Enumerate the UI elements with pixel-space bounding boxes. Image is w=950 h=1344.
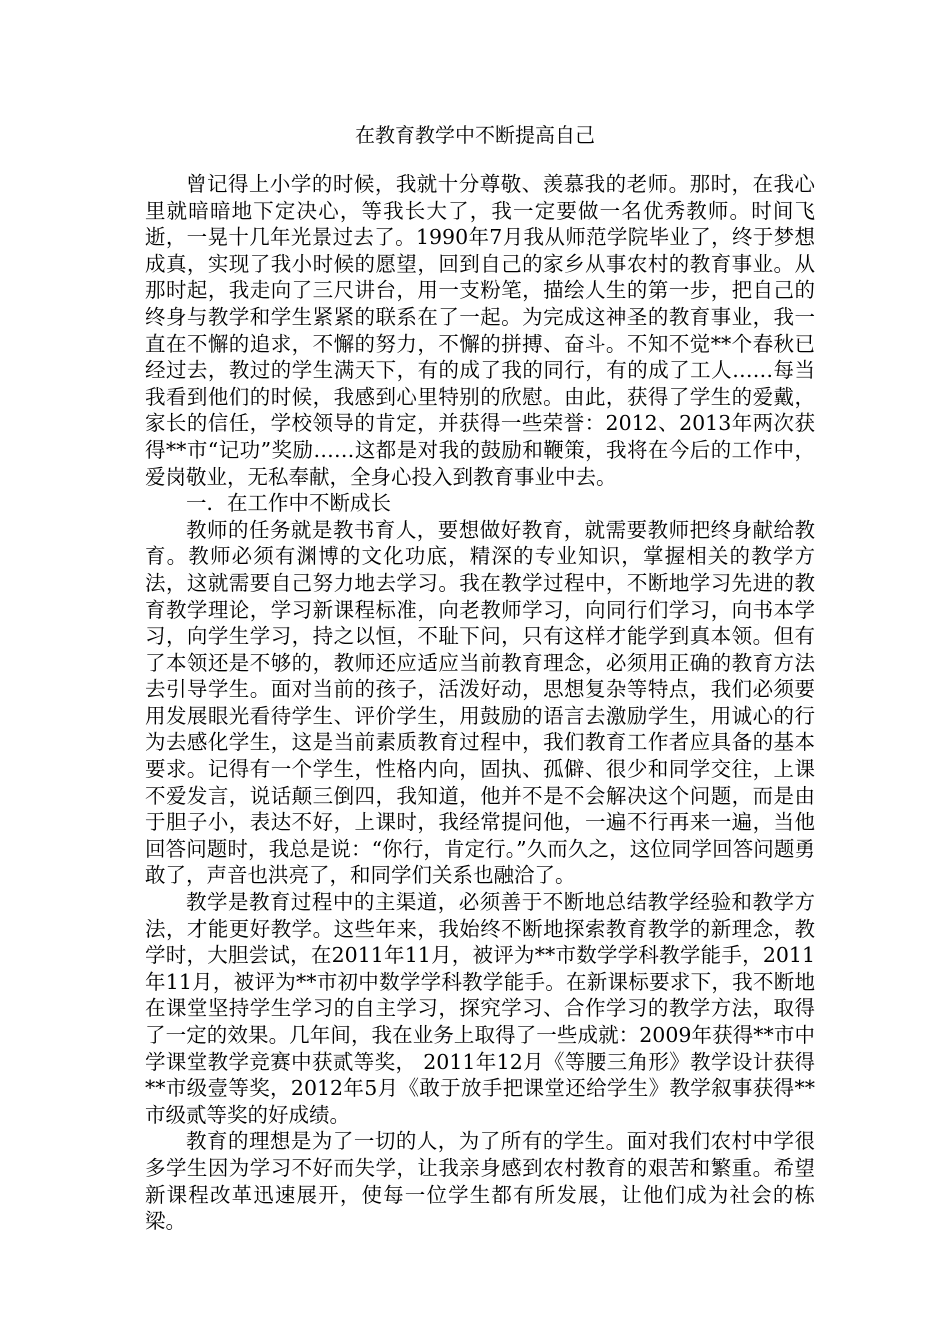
body-paragraph: 教学是教育过程中的主渠道，必须善于不断地总结教学经验和教学方法，才能更好教学。这些年来，我始终不断地探索教育教学的新理念，教学时，大胆尝试，在2011年11月，被评为**市数学学科教学能手，2011年11月，被评为**市初中数学学科教学能手。在新课标要求下，我不断地在课堂坚持学生学习的自主学习，探究学习、合作学习的教学方法，取得了一定的效果。几年间，我在业务上取得了一些成就：2009年获得**市中学课堂教学竞赛中获贰等奖， 2011年12月《等腰三角形》教学设计获得**市级壹等奖，2012年5月《敢于放手把课堂还给学生》教学叙事获得**市级贰等奖的好成绩。 xyxy=(145,890,815,1127)
intro-paragraph: 曾记得上小学的时候，我就十分尊敬、羡慕我的老师。那时，在我心里就暗暗地下定决心，等我长大了，我一定要做一名优秀教师。时间飞逝，一晃十几年光景过去了。1990年7月我从师范学院毕业了，终于梦想成真，实现了我小时候的愿望，回到自己的家乡从事农村的教育事业。从那时起，我走向了三尺讲台，用一支粉笔，描绘人生的第一步，把自己的终身与教学和学生紧紧的联系在了一起。为完成这神圣的教育事业，我一直在不懈的追求，不懈的努力，不懈的拼搏、奋斗。不知不觉**个春秋已经过去，教过的学生满天下，有的成了我的同行，有的成了工人……每当我看到他们的时候，我感到心里特别的欣慰。由此，获得了学生的爱戴，家长的信任，学校领导的肯定，并获得一些荣誉：2012、2013年两次获得**市“记功”奖励……这都是对我的鼓励和鞭策，我将在今后的工作中，爱岗敬业，无私奉献，全身心投入到教育事业中去。 xyxy=(145,172,815,489)
body-paragraph: 教师的任务就是教书育人，要想做好教育，就需要教师把终身献给教育。教师必须有渊博的文化功底，精深的专业知识，掌握相关的教学方法，这就需要自己努力地去学习。我在教学过程中，不断地学习先进的教育教学理论，学习新课程标准，向老教师学习，向同行们学习，向书本学习，向学生学习，持之以恒，不耻下问，只有这样才能学到真本领。但有了本领还是不够的，教师还应适应当前教育理念，必须用正确的教育方法去引导学生。面对当前的孩子，活泼好动，思想复杂等特点，我们必须要用发展眼光看待学生、评价学生，用鼓励的语言去激励学生，用诚心的行为去感化学生，这是当前素质教育过程中，我们教育工作者应具备的基本要求。记得有一个学生，性格内向，固执、孤僻、很少和同学交往，上课不爱发言，说话颠三倒四，我知道，他并不是不会解决这个问题，而是由于胆子小，表达不好，上课时，我经常提问他，一遍不行再来一遍，当他回答问题时，我总是说：“你行，肯定行。”久而久之，这位同学回答问题勇敢了，声音也洪亮了，和同学们关系也融洽了。 xyxy=(145,517,815,888)
document-body xyxy=(145,171,815,1235)
body-paragraph: 教育的理想是为了一切的人，为了所有的学生。面对我们农村中学很多学生因为学习不好而失学，让我亲身感到农村教育的艰苦和繁重。希望新课程改革迅速展开，使每一位学生都有所发展，让他们成为社会的栋梁。 xyxy=(145,1129,815,1234)
document-title: 在教育教学中不断提高自己 xyxy=(355,123,595,147)
section-heading: 一．在工作中不断成长 xyxy=(186,491,391,516)
